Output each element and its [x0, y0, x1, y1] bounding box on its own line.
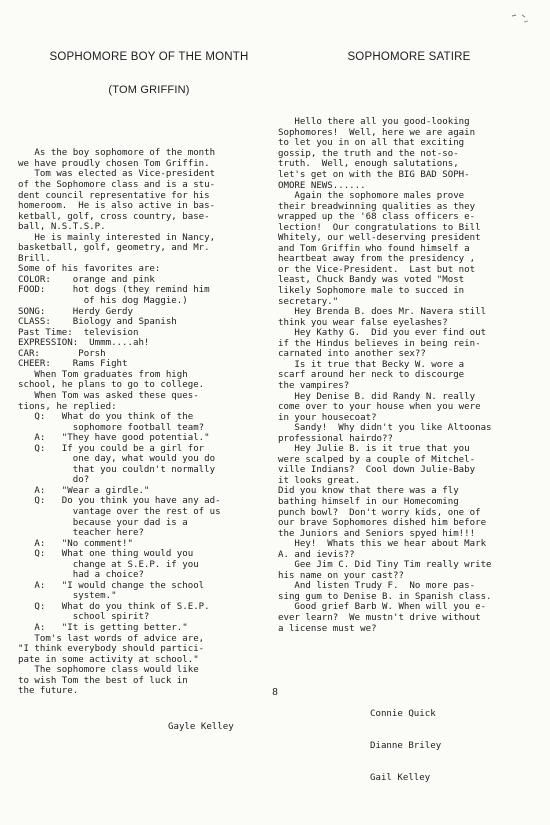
text-line: sophomore football team?: [18, 422, 205, 433]
text-line: that you couldn't normally: [18, 464, 216, 475]
text-line: A: "Wear a girdle.": [18, 485, 150, 496]
text-line: Good grief Barb W. When will you e-: [278, 602, 487, 613]
text-line: teacher here?: [18, 528, 144, 539]
text-line: Q: Do you think you have any ad-: [18, 496, 221, 507]
author-name: Dianne Briley: [370, 741, 442, 751]
text-line: likely Sophomore male to succed in: [278, 286, 465, 297]
text-line: the future.: [18, 686, 79, 697]
text-line: Whitely, our well-deserving president: [278, 233, 481, 244]
text-line: Q: What do you think of the: [18, 412, 194, 423]
text-line: Brill.: [18, 253, 51, 264]
text-line: system.": [18, 591, 117, 602]
text-line: dent council representative for his: [18, 190, 210, 201]
article-author: Gayle Kelley: [168, 721, 234, 732]
text-line: Tom was elected as Vice-president: [18, 169, 216, 180]
text-line: COLOR: orange and pink: [18, 274, 155, 285]
text-line: Hey! Whats this we hear about Mark: [278, 539, 487, 550]
text-line: we have proudly chosen Tom Griffin.: [18, 158, 210, 169]
text-line: Q: What do you think of S.E.P.: [18, 601, 210, 612]
text-line: Hey Julie B. is it true that you: [278, 444, 470, 455]
text-line: a license must we?: [278, 623, 377, 634]
text-line: secretary.": [278, 296, 339, 307]
text-line: truth. Well, enough salutations,: [278, 159, 459, 170]
author-name: Gail Kelley: [370, 772, 431, 783]
text-line: his name on your cast??: [278, 570, 404, 581]
text-line: if the Hindus believes in being rein-: [278, 338, 481, 349]
text-line: of the Sophomore class and is a stu-: [18, 180, 216, 191]
text-line: Did you know that there was a fly: [278, 486, 459, 497]
text-line: heartbeat away from the presidency ,: [278, 254, 476, 265]
text-line: Tom's last words of advice are,: [18, 633, 205, 644]
article-body: [18, 148, 280, 696]
text-line: ever learn? We mustn't drive without: [278, 612, 481, 623]
article-title: SOPHOMORE SATIRE: [347, 51, 471, 64]
article-title: SOPHOMORE BOY OF THE MONTH: [49, 51, 249, 64]
text-line: Hey Brenda B. does Mr. Navera still: [278, 307, 487, 318]
text-line: scarf around her neck to discourge: [278, 370, 465, 381]
text-line: Sophomores! Well, here we are again: [278, 127, 476, 138]
text-line: bathing himself in our Homecoming: [278, 496, 459, 507]
text-line: the vampires?: [278, 380, 350, 391]
text-line: basketball, golf, geometry, and Mr.: [18, 243, 210, 254]
boy-of-month-article: [18, 30, 280, 754]
text-line: change at S.E.P. if you: [18, 559, 199, 570]
text-line: ville Indians? Cool down Julie-Baby: [278, 465, 476, 476]
text-line: our brave Sophomores dished him before: [278, 518, 487, 529]
text-line: come over to your house when you were: [278, 402, 481, 413]
text-line: pate in some activity at school.": [18, 654, 199, 665]
text-line: because your dad is a: [18, 517, 188, 528]
text-line: lection! Our congratulations to Bill: [278, 222, 481, 233]
text-line: Some of his favorites are:: [18, 264, 161, 275]
text-line: school spirit?: [18, 612, 150, 623]
text-line: FOOD: hot dogs (they remind him: [18, 285, 210, 296]
text-line: Hey Denise B. did Randy N. really: [278, 391, 476, 402]
text-line: Past Time: television: [18, 327, 139, 338]
text-line: ball, N.S.T.S.P.: [18, 222, 106, 233]
text-line: A. and ievis??: [278, 549, 355, 560]
text-line: sing gum to Denise B. in Spanish class.: [278, 591, 492, 602]
text-line: or the Vice-President. Last but not: [278, 264, 476, 275]
article-authors: [370, 688, 540, 804]
text-line: ketball, golf, cross country, base-: [18, 211, 210, 222]
text-line: Again the sophomore males prove: [278, 191, 465, 202]
text-line: SONG: Herdy Gerdy: [18, 306, 133, 317]
text-line: had a choice?: [18, 570, 144, 581]
text-line: A: "They have good potential.": [18, 433, 210, 444]
sophomore-satire-article: [278, 30, 540, 825]
text-line: do?: [18, 475, 90, 486]
text-line: in your housecoat?: [278, 412, 377, 423]
text-line: their breadwinning qualities as they: [278, 201, 476, 212]
text-line: Hey Kathy G. Did you ever find out: [278, 328, 487, 339]
text-line: one day, what would you do: [18, 454, 216, 465]
author-name: Connie Quick: [370, 709, 436, 720]
text-line: were scalped by a couple of Mitchel-: [278, 454, 476, 465]
article-body: [278, 117, 540, 634]
text-line: As the boy sophomore of the month: [18, 148, 216, 159]
text-line: Gee Jim C. Did Tiny Tim really write: [278, 560, 492, 571]
text-line: homeroom. He is also active in bas-: [18, 201, 216, 212]
text-line: When Tom graduates from high: [18, 369, 188, 380]
text-line: to wish Tom the best of luck in: [18, 675, 188, 686]
text-line: and Tom Griffin who found himself a: [278, 243, 470, 254]
text-line: Q: What one thing would you: [18, 549, 194, 560]
text-line: least, Chuck Bandy was voted "Most: [278, 275, 465, 286]
text-line: A: "It is getting better.": [18, 622, 188, 633]
text-line: to let you in on all that exciting: [278, 138, 465, 149]
text-line: CAR: Porsh: [18, 348, 106, 359]
text-line: tions, he replied:: [18, 401, 117, 412]
text-line: school, he plans to go to college.: [18, 380, 205, 391]
text-line: the Juniors and Seniors spyed him!!!: [278, 528, 476, 539]
text-line: He is mainly interested in Nancy,: [18, 232, 216, 243]
text-line: Is it true that Becky W. wore a: [278, 359, 465, 370]
text-line: CHEER: Rams Fight: [18, 359, 128, 370]
text-line: gossip, the truth and the not-so-: [278, 148, 459, 159]
page-number: 8: [272, 687, 278, 698]
text-line: When Tom was asked these ques-: [18, 390, 199, 401]
text-line: think you wear false eyelashes?: [278, 317, 448, 328]
text-line: A: "No comment!": [18, 538, 133, 549]
text-line: let's get on with the BIG BAD SOPH-: [278, 170, 470, 181]
text-line: carnated into another sex??: [278, 349, 426, 360]
text-line: vantage over the rest of us: [18, 506, 221, 517]
text-line: The sophomore class would like: [18, 665, 199, 676]
text-line: EXPRESSION: Ummm....ah!: [18, 338, 150, 349]
text-line: OMORE NEWS......: [278, 180, 366, 191]
text-line: "I think everybody should partici-: [18, 644, 205, 655]
text-line: it looks great.: [278, 475, 361, 486]
text-line: punch bowl? Don't worry kids, one of: [278, 507, 481, 518]
text-line: CLASS: Biology and Spanish: [18, 317, 177, 328]
text-line: A: "I would change the school: [18, 580, 205, 591]
text-line: Hello there all you good-looking: [278, 117, 470, 128]
text-line: And listen Trudy F. No more pas-: [278, 581, 476, 592]
text-line: of his dog Maggie.): [18, 296, 188, 307]
text-line: professional hairdo??: [278, 433, 393, 444]
article-subtitle: (TOM GRIFFIN): [108, 84, 190, 97]
scan-mark-icon: [510, 12, 532, 26]
text-line: wrapped up the '68 class officers e-: [278, 212, 476, 223]
text-line: Sandy! Why didn't you like Altoonas: [278, 423, 492, 434]
text-line: Q: If you could be a girl for: [18, 443, 205, 454]
